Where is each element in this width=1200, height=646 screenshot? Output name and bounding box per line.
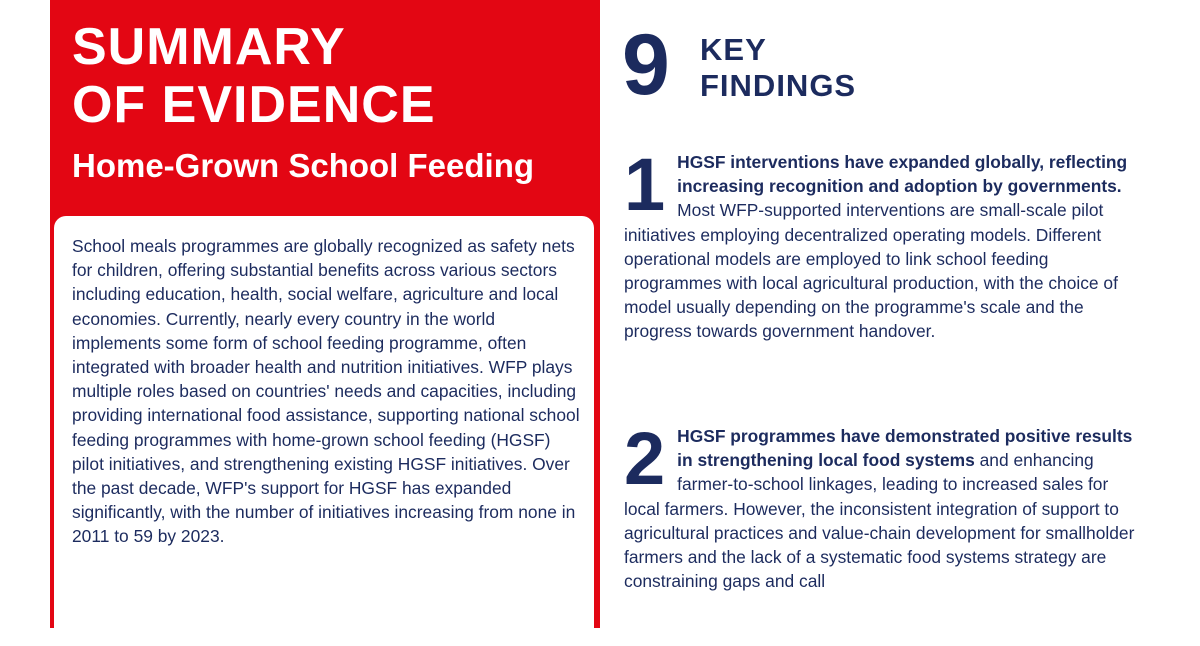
finding-text xyxy=(624,417,1144,593)
findings-count: 9 xyxy=(622,17,670,113)
key-findings-column xyxy=(620,0,1150,628)
summary-panel xyxy=(50,0,600,628)
finding-number: 1 xyxy=(624,143,666,226)
finding-bold-lead: HGSF interventions have expanded globally, reflecting increasing recognition and adoption by governments. xyxy=(677,152,1128,197)
summary-title: SUMMARY OF EVIDENCE xyxy=(72,18,436,134)
finding-1 xyxy=(624,143,1144,344)
finding-body: Most WFP-supported interventions are small-scale pilot initiatives employing decentralized operating models. Different operational models are employed to link school feeding programmes with local agricultural production, with the choice of model usually depending on the programme's scale and the progress towards government handover. xyxy=(624,200,1118,342)
finding-body: and enhancing farmer-to-school linkages, leading to increased sales for local farmers. However, the inconsistent integration of support to agricultural practices and value-chain development for smallholder farmers and the lack of a systematic food systems strategy are constraining gaps and call xyxy=(624,450,1135,592)
finding-bold-lead: HGSF programmes have demonstrated positive results in strengthening local food systems xyxy=(677,426,1133,471)
key-findings-heading: KEY FINDINGS xyxy=(700,32,857,103)
summary-subtitle: Home-Grown School Feeding xyxy=(72,147,535,184)
summary-paragraph: School meals programmes are globally recognized as safety nets for children, offering substantial benefits across various sectors including education, health, social welfare, agriculture and local economies. Currently, nearly every country in the world implements some form of school feeding programme, often integrated with broader health and nutrition initiatives. WFP plays multiple roles based on countries' needs and capacities, including providing international food assistance, supporting national school feeding programmes with home-grown school feeding (HGSF) pilot initiatives, and strengthening existing HGSF initiatives. Over the past decade, WFP's support for HGSF has expanded significantly, with the number of initiatives increasing from none in 2011 to 59 by 2023. xyxy=(72,236,580,547)
summary-box xyxy=(54,216,594,646)
finding-number: 2 xyxy=(624,417,666,500)
finding-2 xyxy=(624,417,1144,593)
finding-text xyxy=(624,143,1144,344)
